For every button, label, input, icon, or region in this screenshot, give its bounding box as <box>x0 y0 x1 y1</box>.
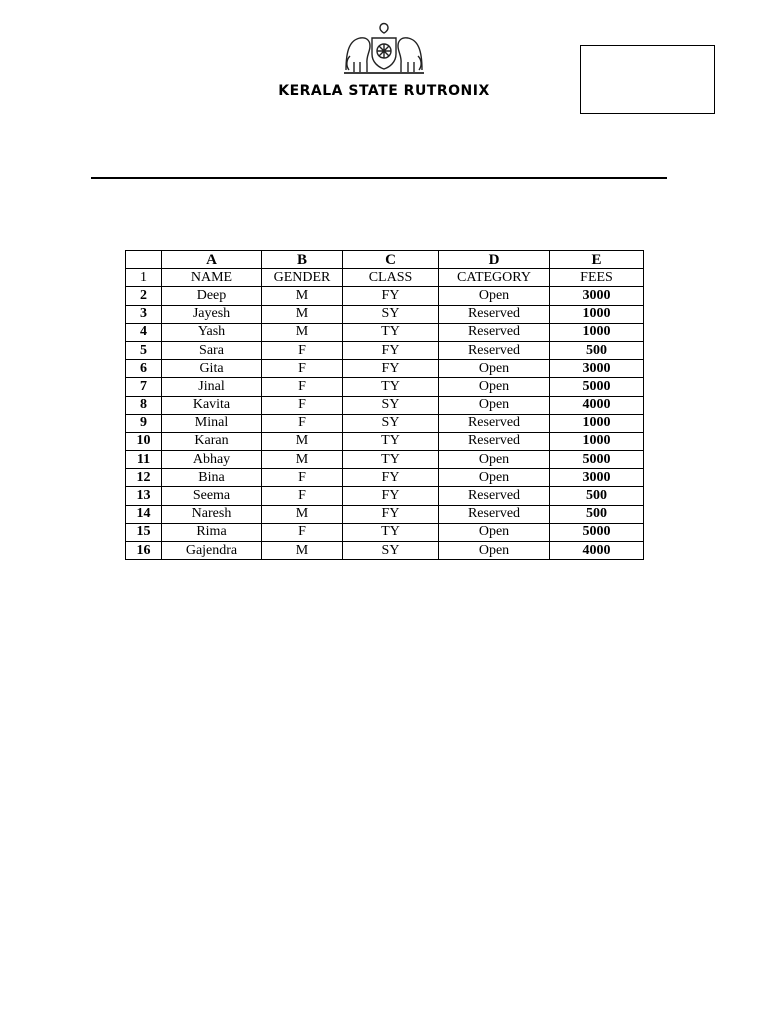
column-letter: E <box>550 251 644 269</box>
fees-cell: 1000 <box>550 323 644 341</box>
column-letter: C <box>343 251 439 269</box>
class-cell: SY <box>343 305 439 323</box>
column-header: CLASS <box>343 269 439 287</box>
name-cell: Gita <box>162 360 262 378</box>
name-cell: Seema <box>162 487 262 505</box>
corner-cell <box>126 251 162 269</box>
name-cell: Bina <box>162 469 262 487</box>
header-row <box>126 269 644 287</box>
table-row <box>126 360 644 378</box>
name-cell: Minal <box>162 414 262 432</box>
category-cell: Reserved <box>439 487 550 505</box>
gender-cell: F <box>262 469 343 487</box>
row-number: 4 <box>126 323 162 341</box>
fees-cell: 1000 <box>550 414 644 432</box>
gender-cell: F <box>262 396 343 414</box>
category-cell: Reserved <box>439 305 550 323</box>
table-row <box>126 487 644 505</box>
fees-cell: 4000 <box>550 542 644 560</box>
gender-cell: M <box>262 451 343 469</box>
row-number: 13 <box>126 487 162 505</box>
table-row <box>126 523 644 541</box>
class-cell: FY <box>343 341 439 359</box>
fees-cell: 500 <box>550 487 644 505</box>
fees-cell: 1000 <box>550 432 644 450</box>
column-header: NAME <box>162 269 262 287</box>
name-cell: Naresh <box>162 505 262 523</box>
row-number: 15 <box>126 523 162 541</box>
name-cell: Rima <box>162 523 262 541</box>
student-fees-table <box>125 250 644 560</box>
class-cell: SY <box>343 414 439 432</box>
row-number: 14 <box>126 505 162 523</box>
table-row <box>126 505 644 523</box>
class-cell: FY <box>343 469 439 487</box>
name-cell: Jinal <box>162 378 262 396</box>
class-cell: TY <box>343 378 439 396</box>
table-row <box>126 305 644 323</box>
category-cell: Reserved <box>439 505 550 523</box>
class-cell: SY <box>343 396 439 414</box>
name-cell: Karan <box>162 432 262 450</box>
fees-cell: 5000 <box>550 378 644 396</box>
fees-cell: 5000 <box>550 451 644 469</box>
row-number: 11 <box>126 451 162 469</box>
category-cell: Reserved <box>439 341 550 359</box>
table-row <box>126 469 644 487</box>
row-number: 2 <box>126 287 162 305</box>
table-row <box>126 432 644 450</box>
stamp-box <box>580 45 715 114</box>
gender-cell: F <box>262 360 343 378</box>
table-row <box>126 287 644 305</box>
fees-cell: 3000 <box>550 469 644 487</box>
name-cell: Gajendra <box>162 542 262 560</box>
column-letter: D <box>439 251 550 269</box>
class-cell: FY <box>343 287 439 305</box>
category-cell: Open <box>439 523 550 541</box>
fees-cell: 4000 <box>550 396 644 414</box>
column-header: CATEGORY <box>439 269 550 287</box>
column-letter: B <box>262 251 343 269</box>
fees-cell: 5000 <box>550 523 644 541</box>
row-number: 10 <box>126 432 162 450</box>
fees-cell: 500 <box>550 341 644 359</box>
table-row <box>126 414 644 432</box>
gender-cell: F <box>262 341 343 359</box>
name-cell: Jayesh <box>162 305 262 323</box>
class-cell: FY <box>343 505 439 523</box>
row-number: 8 <box>126 396 162 414</box>
column-header: FEES <box>550 269 644 287</box>
gender-cell: M <box>262 323 343 341</box>
gender-cell: M <box>262 287 343 305</box>
category-cell: Open <box>439 469 550 487</box>
name-cell: Abhay <box>162 451 262 469</box>
table-row <box>126 341 644 359</box>
category-cell: Open <box>439 542 550 560</box>
gender-cell: F <box>262 378 343 396</box>
row-number: 6 <box>126 360 162 378</box>
category-cell: Open <box>439 396 550 414</box>
row-number: 5 <box>126 341 162 359</box>
row-number: 9 <box>126 414 162 432</box>
header-divider <box>91 177 667 179</box>
category-cell: Open <box>439 378 550 396</box>
class-cell: FY <box>343 487 439 505</box>
row-number: 7 <box>126 378 162 396</box>
gender-cell: F <box>262 523 343 541</box>
row-number: 16 <box>126 542 162 560</box>
category-cell: Open <box>439 451 550 469</box>
gender-cell: M <box>262 505 343 523</box>
category-cell: Open <box>439 360 550 378</box>
row-number: 1 <box>126 269 162 287</box>
table-row <box>126 542 644 560</box>
name-cell: Kavita <box>162 396 262 414</box>
gender-cell: M <box>262 542 343 560</box>
column-letter: A <box>162 251 262 269</box>
category-cell: Open <box>439 287 550 305</box>
state-emblem-icon <box>340 16 428 80</box>
fees-cell: 500 <box>550 505 644 523</box>
class-cell: SY <box>343 542 439 560</box>
category-cell: Reserved <box>439 432 550 450</box>
class-cell: TY <box>343 451 439 469</box>
category-cell: Reserved <box>439 414 550 432</box>
class-cell: TY <box>343 323 439 341</box>
table-row <box>126 396 644 414</box>
table-row <box>126 451 644 469</box>
gender-cell: M <box>262 305 343 323</box>
name-cell: Sara <box>162 341 262 359</box>
name-cell: Yash <box>162 323 262 341</box>
fees-cell: 3000 <box>550 360 644 378</box>
class-cell: TY <box>343 523 439 541</box>
column-letter-row <box>126 251 644 269</box>
row-number: 12 <box>126 469 162 487</box>
gender-cell: F <box>262 414 343 432</box>
column-header: GENDER <box>262 269 343 287</box>
gender-cell: F <box>262 487 343 505</box>
organization-name: KERALA STATE RUTRONIX <box>278 83 490 99</box>
class-cell: FY <box>343 360 439 378</box>
fees-cell: 1000 <box>550 305 644 323</box>
row-number: 3 <box>126 305 162 323</box>
fees-cell: 3000 <box>550 287 644 305</box>
category-cell: Reserved <box>439 323 550 341</box>
name-cell: Deep <box>162 287 262 305</box>
class-cell: TY <box>343 432 439 450</box>
gender-cell: M <box>262 432 343 450</box>
table-row <box>126 323 644 341</box>
table-body <box>126 287 644 560</box>
table-row <box>126 378 644 396</box>
